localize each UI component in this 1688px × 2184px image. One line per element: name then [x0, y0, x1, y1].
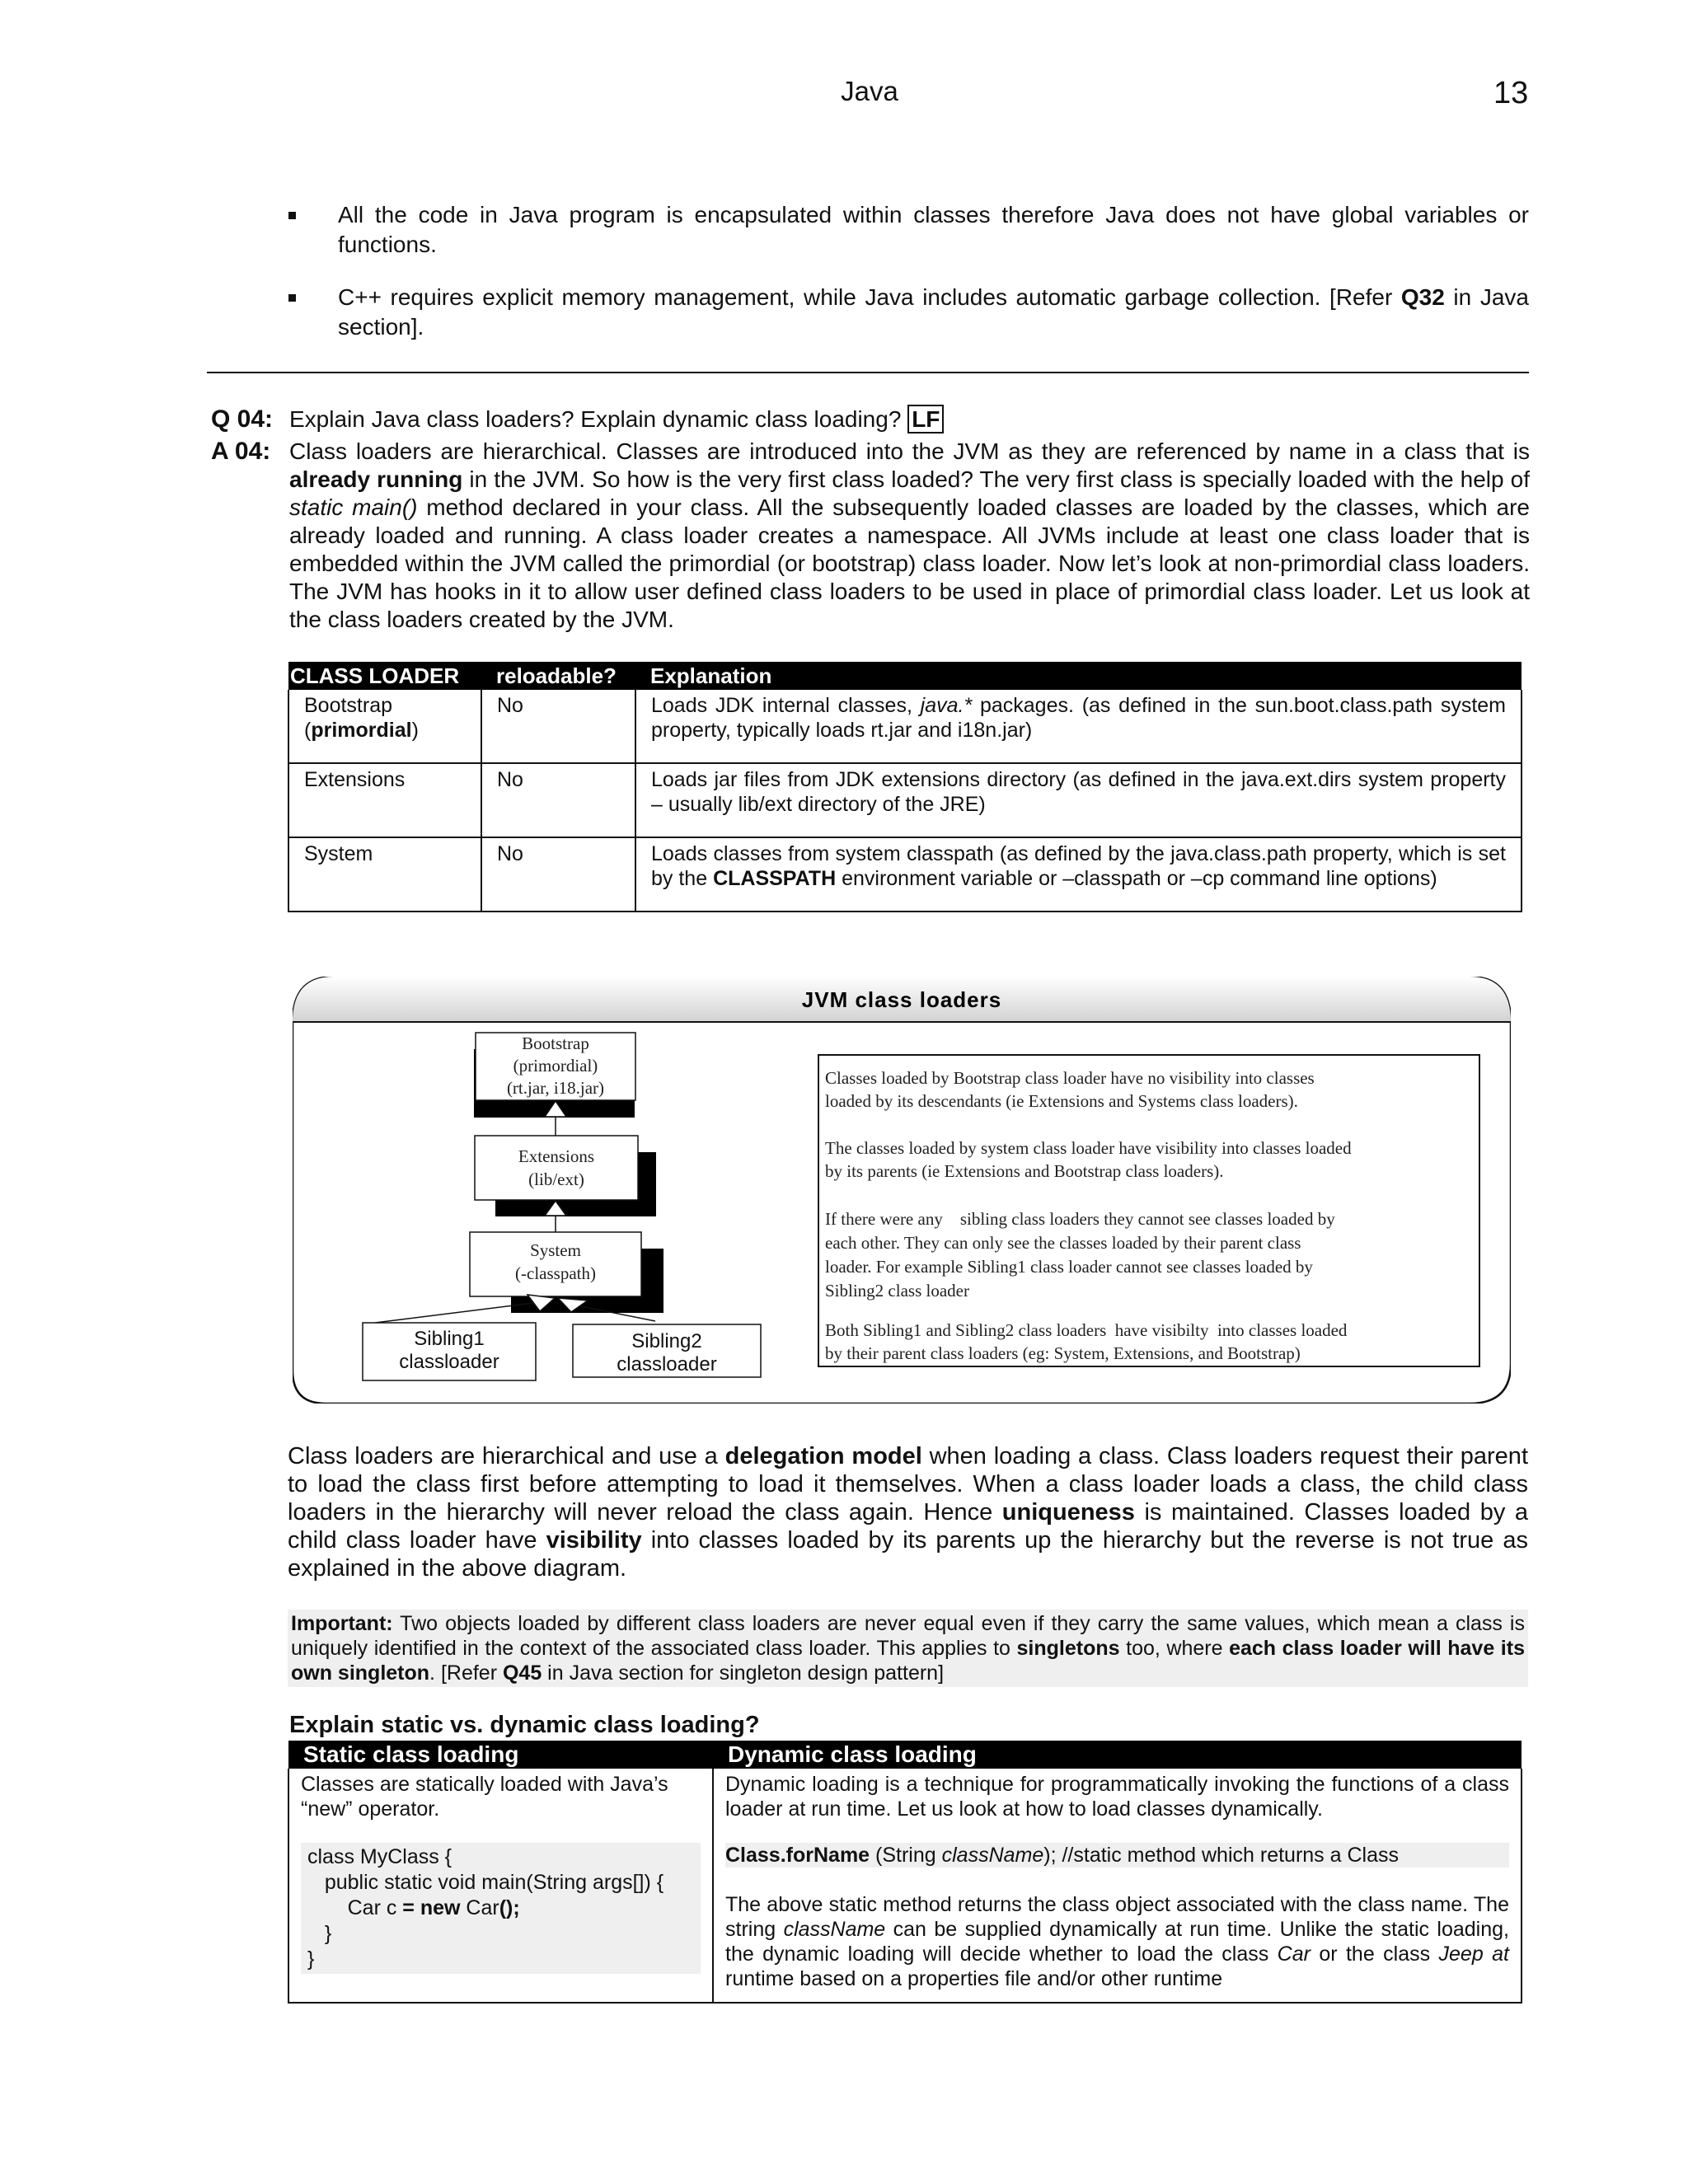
svg-text:If there were any sibling c: If there were any sibling class loaders they cannot see classes loaded by	[825, 1209, 1335, 1229]
page-number: 13	[1493, 76, 1529, 110]
answer-text: Class loaders are hierarchical. Classes are introduced into the JVM as they are referenced by name in a class that is already running in the JVM. So how is the very first class loaded? The very first class is specially loaded with the help of static main() method declared in your class. All the subsequently loaded classes are loaded by the classes, which are already loaded and running. A class loader creates a namespace. All JVMs include at least one class loader that is embedded within the JVM called the primordial (or bootstrap) class loader. Now let’s look at non-primordial class loaders. The JVM has hooks in it to allow user defined class loaders to be used in place of primordial class loader. Let us look at the class loaders created by the JVM.	[289, 438, 1531, 632]
code-sample: class MyClass { public static void main(String args[]) { Car c = new Car(); } }	[301, 1843, 701, 1974]
section-divider	[207, 372, 1529, 373]
table-row	[288, 1769, 1522, 2003]
svg-text:System: System	[530, 1240, 581, 1260]
svg-text:each other. They can only see: each other. They can only see the classes loaded by their parent class	[825, 1233, 1301, 1253]
svg-text:(rt.jar, i18.jar): (rt.jar, i18.jar)	[506, 1078, 605, 1098]
svg-text:Classes loaded by Bootstrap cl: Classes loaded by Bootstrap class loader have no visibility into classes	[825, 1068, 1315, 1088]
dynamic-description: Dynamic loading is a technique for programmatically invoking the functions of a class loader at run time. Let us look at how to load classes dynamically.	[725, 1773, 1509, 1821]
svg-text:classloader: classloader	[399, 1351, 499, 1373]
extensions-node	[475, 1136, 656, 1216]
page-header-title: Java	[841, 76, 898, 106]
svg-text:Sibling2 class loader: Sibling2 class loader	[825, 1281, 969, 1301]
class-loader-table	[288, 662, 1522, 912]
answer-label: A 04:	[211, 438, 271, 465]
jvm-class-loaders-diagram	[293, 977, 1511, 1404]
svg-text:Sibling2: Sibling2	[631, 1330, 702, 1352]
svg-text:(primordial): (primordial)	[513, 1056, 598, 1076]
svg-text:by their parent class loaders: by their parent class loaders (eg: System, Extensions, and Bootstrap)	[825, 1343, 1301, 1363]
question-block	[211, 405, 1530, 434]
svg-text:The classes loaded by system c: The classes loaded by system class loader have visibility into classes loaded	[825, 1138, 1352, 1158]
dynamic-explanation: The above static method returns the class object associated with the class name. The string className can be supplied dynamically at run time. Unlike the static loading, the dynamic loading will decide whether to load the class Car or the class Jeep at runtime based on a properties file and/or other runtime	[725, 1893, 1509, 1990]
square-bullet-icon	[288, 294, 296, 302]
question-text: Explain Java class loaders? Explain dynamic class loading?	[289, 406, 902, 432]
static-description: Classes are statically loaded with Java’s “new” operator.	[301, 1773, 668, 1821]
bullet-list	[284, 200, 1529, 365]
table-row: Extensions No Loads jar files from JDK extensions directory (as defined in the java.ext.dirs system property – usually lib/ext directory of the JRE)	[288, 763, 1522, 837]
table-header-row: Static class loading Dynamic class loading	[288, 1741, 1522, 1769]
delegation-paragraph: Class loaders are hierarchical and use a delegation model when loading a class. Class loaders request their parent to load the class first before attempting to load it themselves. When a class loader loads a class, the child class loaders in the hierarchy will never reload the class again. Hence uniqueness is maintained. Classes loaded by a child class loader have visibility into classes loaded by its parents up the hierarchy but the reverse is not true as explained in the above diagram.	[288, 1443, 1528, 1582]
diagram-notes	[818, 1055, 1479, 1366]
section-heading: Explain static vs. dynamic class loading?	[289, 1712, 760, 1738]
svg-text:by its parents (ie Extensions: by its parents (ie Extensions and Bootstrap class loaders).	[825, 1161, 1224, 1181]
svg-text:loaded by its descendants (ie: loaded by its descendants (ie Extensions and Systems class loaders).	[825, 1091, 1298, 1111]
sibling2-node	[573, 1324, 761, 1377]
svg-text:(-classpath): (-classpath)	[515, 1263, 596, 1283]
svg-text:Bootstrap: Bootstrap	[522, 1033, 589, 1053]
svg-text:classloader: classloader	[617, 1353, 717, 1376]
sibling1-node	[363, 1323, 536, 1380]
diagram-title: JVM class loaders	[801, 987, 1002, 1012]
important-note: Important: Two objects loaded by different class loaders are never equal even if they carry the same values, which mean a class is uniquely identified in the context of the associated class loader. This applies to singletons too, where each class loader will have its own singleton. [Refer Q45 in Java section for singleton design pattern]	[288, 1610, 1528, 1687]
lf-badge: LF	[907, 405, 944, 434]
table-row: Bootstrap (primordial) No Loads JDK internal classes, java.* packages. (as defined in the sun.boot.class.path system property, typically loads rt.jar and i18n.jar)	[288, 690, 1522, 763]
svg-text:Both Sibling1 and Sibling2 cla: Both Sibling1 and Sibling2 class loaders have visibilty into classes loaded	[825, 1320, 1348, 1340]
svg-text:Extensions: Extensions	[518, 1146, 595, 1166]
static-dynamic-table	[288, 1741, 1522, 2004]
question-label: Q 04:	[211, 405, 274, 433]
answer-block	[211, 438, 1530, 634]
svg-text:(lib/ext): (lib/ext)	[528, 1169, 584, 1189]
table-header-row: CLASS LOADER reloadable? Explanation	[288, 662, 1522, 690]
table-row: System No Loads classes from system classpath (as defined by the java.class.path property, which is set by the CLASSPATH environment variable or –classpath or –cp command line options)	[288, 837, 1522, 912]
bullet-item: C++ requires explicit memory management, while Java includes automatic garbage collection. [Refer Q32 in Java section].	[284, 283, 1529, 342]
square-bullet-icon	[288, 212, 296, 219]
bullet-item: All the code in Java program is encapsulated within classes therefore Java does not have global variables or functions.	[284, 200, 1529, 260]
svg-text:loader. For example Sibling1 c: loader. For example Sibling1 class loader cannot see classes loaded by	[825, 1257, 1313, 1277]
forname-signature: Class.forName (String className); //static method which returns a Class	[725, 1843, 1509, 1868]
svg-text:Sibling1: Sibling1	[414, 1328, 485, 1350]
